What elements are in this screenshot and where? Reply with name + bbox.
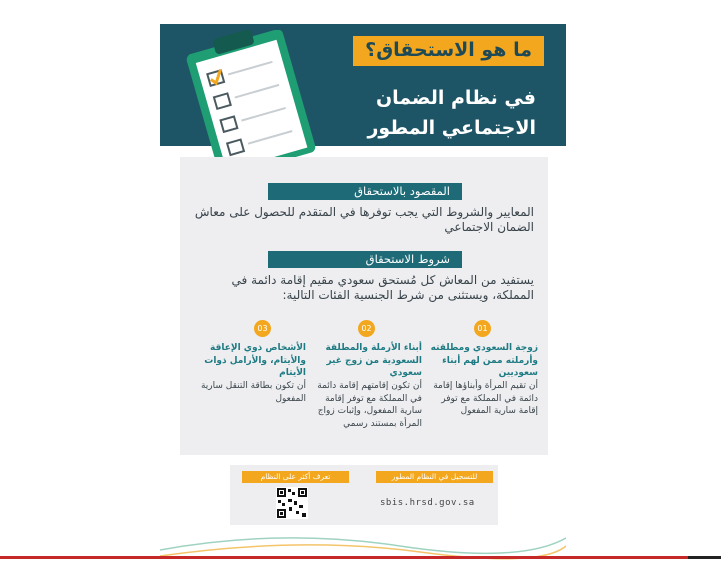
column-title: أبناء الأرملة والمطلقة السعودية من زوج غير سعودي	[325, 343, 422, 378]
number-badge: 01	[474, 320, 491, 337]
eligibility-poster	[160, 0, 566, 561]
column-title: الأشخاص ذوي الإعاقة والأيتام، والأرامل ذوات الأيتام	[204, 343, 306, 378]
learn-more-tag: تعرف أكثر على النظام	[242, 471, 349, 483]
subtitle-line-1: في نظام الضمان	[375, 87, 536, 109]
definition-text: المعايير والشروط التي يجب توفرها في المتقدم للحصول على معاش الضمان الاجتماعي	[194, 205, 534, 234]
column-title: زوجة السعودي ومطلقته وأرملته ممن لهم أبناء سعوديين	[430, 343, 538, 378]
title-badge: ما هو الاستحقاق؟	[353, 36, 544, 66]
number-badge: 02	[358, 320, 375, 337]
exception-columns	[194, 320, 538, 450]
content-panel	[180, 157, 548, 455]
red-divider	[0, 556, 721, 559]
poster-header	[160, 24, 566, 146]
number-badge: 03	[254, 320, 271, 337]
definition-tag: المقصود بالاستحقاق	[268, 183, 462, 200]
qr-code-icon[interactable]	[276, 487, 308, 519]
black-divider	[688, 556, 721, 559]
decorative-waves	[160, 520, 566, 561]
subtitle-line-2: الاجتماعي المطور	[367, 117, 536, 139]
footer-panel	[230, 465, 498, 525]
column-text: أن تكون إقامتهم إقامة دائمة في المملكة مع توفر إقامة سارية المفعول، وإثبات زواج المرأة بمستند رسمي	[317, 381, 422, 429]
conditions-tag: شروط الاستحقاق	[268, 251, 462, 268]
conditions-text: يستفيد من المعاش كل مُستحق سعودي مقيم إقامة دائمة في المملكة، ويستثنى من شرط الجنسية الفئات التالية:	[231, 273, 534, 302]
column-text: أن تكون بطاقة التنقل سارية المفعول	[200, 381, 306, 404]
column-text: أن تقيم المرأة وأبناؤها إقامة دائمة في المملكة مع توفر إقامة سارية المفعول	[433, 381, 538, 416]
register-tag: للتسجيل في النظام المطور	[376, 471, 493, 483]
registration-url[interactable]: sbis.hrsd.gov.sa	[380, 498, 475, 508]
